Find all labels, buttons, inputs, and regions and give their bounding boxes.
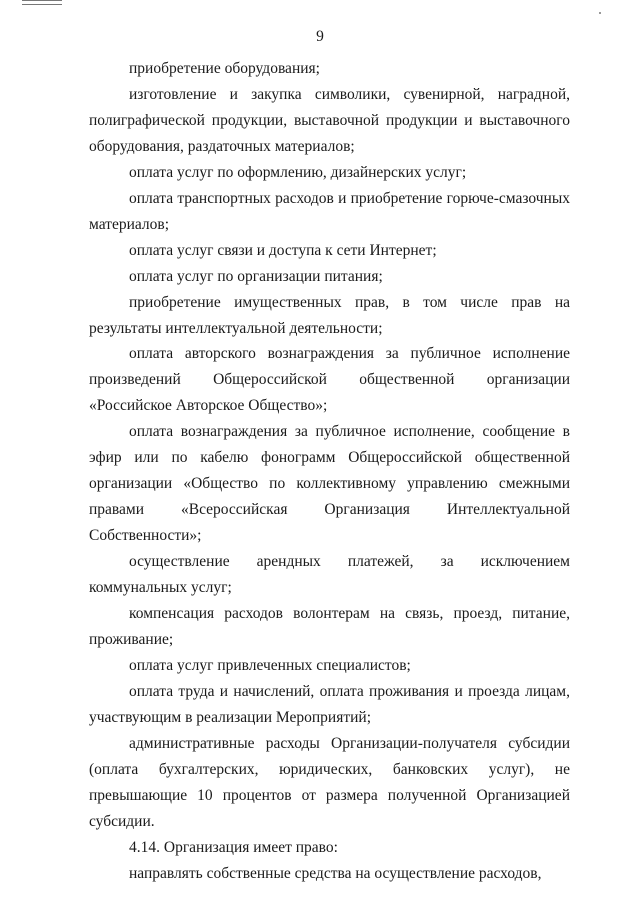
- paragraph-equipment: приобретение оборудования;: [129, 60, 320, 77]
- paragraph-property-rights: приобретение имущественных прав, в том числе прав на результаты интеллектуальной деятельности;: [89, 293, 570, 337]
- paragraph-communication: оплата услуг связи и доступа к сети Интернет;: [129, 241, 437, 259]
- paragraph-rent: осуществление арендных платежей, за исключением коммунальных услуг;: [89, 553, 570, 597]
- paragraph-administrative: административные расходы Организации-получателя субсидии (оплата бухгалтерских, юридических, банковских услуг), не превышающие 10 процентов от размера полученной Организацией субсидии.: [89, 734, 570, 830]
- paragraph-labor: оплата труда и начислений, оплата проживания и проезда лицам, участвующим в реализации Мероприятий;: [89, 682, 570, 726]
- paragraph-author-fee: оплата авторского вознаграждения за публичное исполнение произведений Общероссийской общественной организации «Российское Авторское Общество»;: [89, 345, 570, 415]
- scan-edge-dot: [599, 12, 601, 14]
- document-body: [89, 56, 570, 887]
- paragraph-section-4-14: 4.14. Организация имеет право:: [129, 838, 338, 856]
- paragraph-phonogram-fee: оплата вознаграждения за публичное исполнение, сообщение в эфир или по кабелю фонограмм Общероссийской общественной организации «Общество по коллективному управлению смежными правами «Всероссийская Организация Интеллектуальной Собственности»;: [89, 423, 570, 545]
- paragraph-own-funds: направлять собственные средства на осуществление расходов,: [129, 864, 542, 882]
- page-number: 9: [316, 28, 324, 45]
- paragraph-design: оплата услуг по оформлению, дизайнерских услуг;: [129, 163, 467, 181]
- paragraph-specialists: оплата услуг привлеченных специалистов;: [129, 656, 411, 674]
- paragraph-symbolics: изготовление и закупка символики, сувенирной, наградной, полиграфической продукции, выставочной продукции и выставочного оборудования, раздаточных материалов;: [89, 85, 570, 155]
- scan-corner-mark: [22, 0, 62, 5]
- paragraph-transport: оплата транспортных расходов и приобретение горюче-смазочных материалов;: [89, 189, 570, 233]
- paragraph-volunteers: компенсация расходов волонтерам на связь, проезд, питание, проживание;: [89, 605, 570, 648]
- paragraph-catering: оплата услуг по организации питания;: [129, 267, 383, 285]
